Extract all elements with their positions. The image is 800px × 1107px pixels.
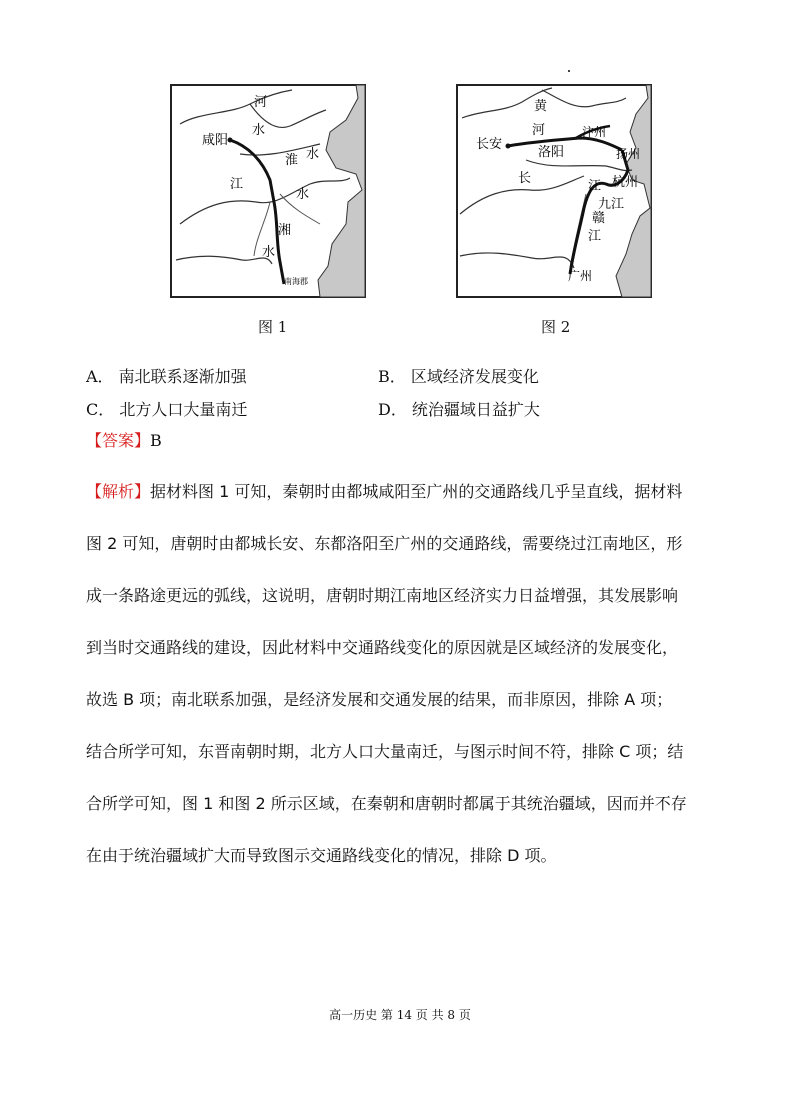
map2-label-gan: 赣 bbox=[592, 211, 606, 226]
analysis-block bbox=[86, 466, 746, 882]
map2-label-jiang: 江 bbox=[588, 179, 602, 194]
answer-tag: 【答案】 bbox=[86, 431, 151, 450]
map2-label-bianzhou: 汴州 bbox=[582, 125, 607, 139]
map-figure-1 bbox=[170, 84, 366, 298]
map2-label-luoyang: 洛阳 bbox=[538, 145, 565, 160]
map1-label-nanhai: 南海郡 bbox=[284, 277, 308, 286]
option-d: D． 统治疆域日益扩大 bbox=[378, 400, 540, 419]
map1-label-he: 河 bbox=[254, 95, 268, 110]
figure-1-caption: 图 1 bbox=[258, 318, 288, 336]
analysis-line-1 bbox=[86, 466, 746, 518]
analysis-line-8: 在由于统治疆域扩大而导致图示交通路线变化的情况，排除 D 项。 bbox=[86, 846, 557, 865]
map1-label-shui3: 水 bbox=[296, 187, 310, 202]
analysis-line-3: 成一条路途更远的弧线，这说明，唐朝时期江南地区经济实力日益增强，其发展影响 bbox=[86, 586, 679, 605]
answer-line bbox=[86, 428, 162, 451]
map2-label-hangzhou: 杭州 bbox=[612, 175, 639, 190]
map1-label-shui4: 水 bbox=[262, 245, 276, 260]
option-a: A． 南北联系逐渐加强 bbox=[86, 367, 247, 386]
map2-label-guangzhou: 广州 bbox=[568, 269, 593, 283]
map2-label-yangzhou: 扬州 bbox=[616, 147, 641, 161]
option-b: B． 区域经济发展变化 bbox=[378, 367, 539, 386]
analysis-line-6: 结合所学可知，东晋南朝时期，北方人口大量南迁，与图示时间不符，排除 C 项；结 bbox=[86, 742, 684, 761]
page-footer: 高一历史 第 14 页 共 8 页 bbox=[329, 1008, 471, 1022]
map2-label-huang: 黄 bbox=[534, 99, 548, 114]
answer-value: B bbox=[150, 431, 162, 450]
analysis-line-7: 合所学可知，图 1 和图 2 所示区域，在秦朝和唐朝时都属于其统治疆域，因而并不存 bbox=[86, 794, 687, 813]
analysis-line-2: 图 2 可知，唐朝时由都城长安、东都洛阳至广州的交通路线，需要绕过江南地区，形 bbox=[86, 534, 683, 553]
analysis-line-4: 到当时交通路线的建设，因此材料中交通路线变化的原因就是区域经济的发展变化， bbox=[86, 638, 679, 657]
map1-label-xiang: 湘 bbox=[278, 223, 292, 238]
stray-dot bbox=[568, 70, 570, 72]
map2-label-he: 河 bbox=[532, 123, 546, 138]
analysis-tag: 【解析】 bbox=[86, 482, 151, 501]
map2-label-chang: 长 bbox=[518, 171, 532, 186]
map1-label-huai: 淮 bbox=[285, 153, 299, 168]
map2-label-changan: 长安 bbox=[476, 137, 503, 152]
option-c: C． 北方人口大量南迁 bbox=[86, 400, 248, 419]
map1-label-shui1: 水 bbox=[252, 123, 266, 138]
map2-label-jiujiang: 九江 bbox=[598, 197, 625, 212]
map1-label-jiang: 江 bbox=[230, 177, 244, 192]
maps-section bbox=[0, 84, 800, 344]
analysis-text-1: 据材料图 1 可知，秦朝时由都城咸阳至广州的交通路线几乎呈直线，据材料 bbox=[150, 482, 683, 501]
map-figure-2 bbox=[456, 84, 652, 298]
figure-2-caption: 图 2 bbox=[541, 318, 571, 336]
analysis-line-5: 故选 B 项；南北联系加强，是经济发展和交通发展的结果，而非原因，排除 A 项； bbox=[86, 690, 673, 709]
map2-label-jiang2: 江 bbox=[588, 229, 602, 244]
map1-label-xianyang: 咸阳 bbox=[202, 133, 229, 148]
map1-label-shui2: 水 bbox=[306, 147, 320, 162]
